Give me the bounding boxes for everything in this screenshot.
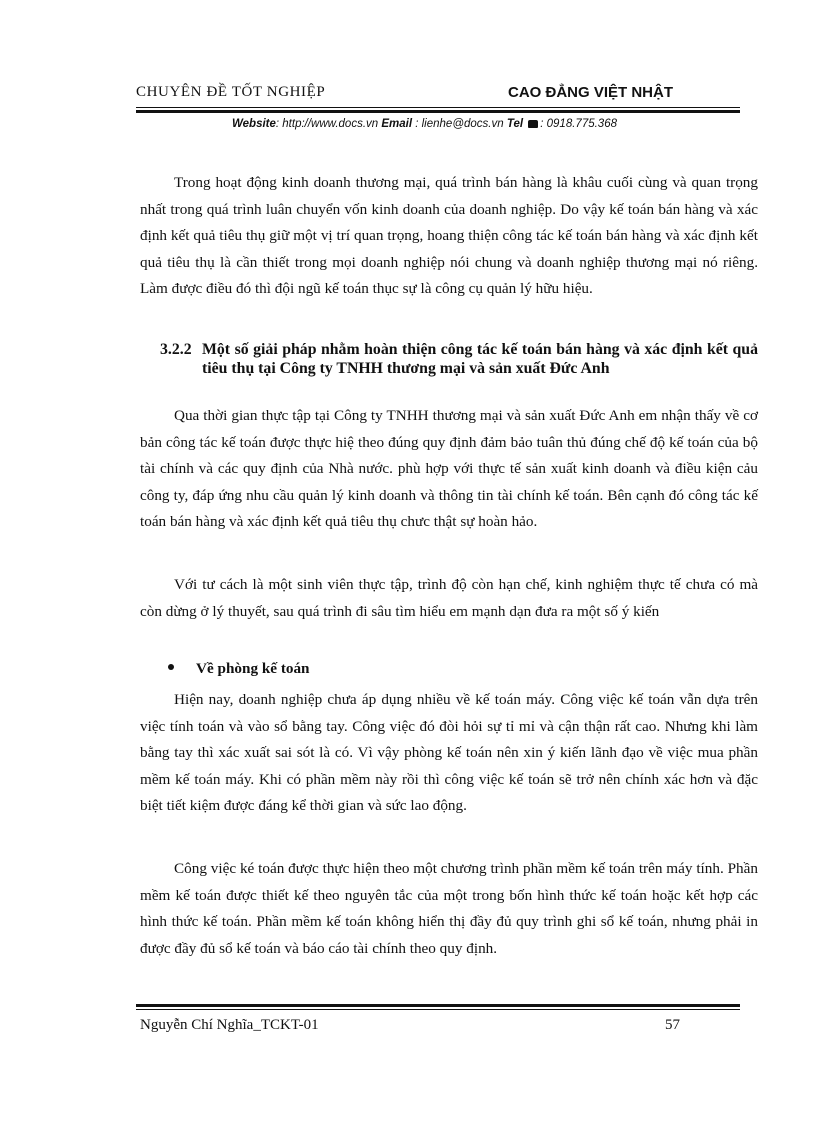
page-number: 57 [665, 1017, 680, 1033]
bullet-dot-icon [168, 664, 174, 670]
website-label: Website [232, 118, 276, 130]
header-rule-thin [136, 107, 740, 108]
tel-value: : 0918.775.368 [540, 118, 617, 130]
website-value: : http://www.docs.vn [275, 118, 379, 130]
email-label: Email [381, 118, 413, 130]
section-number: 3.2.2 [160, 341, 192, 358]
footer-rule-thick [136, 1004, 740, 1007]
contact-line [232, 118, 617, 130]
bullet-heading [168, 660, 310, 678]
email-value: : lienhe@docs.vn [412, 118, 504, 130]
footer-author: Nguyễn Chí Nghĩa_TCKT-01 [140, 1017, 319, 1033]
footer-rule-thin [136, 1009, 740, 1010]
paragraph-observation: Qua thời gian thực tập tại Công ty TNHH thương mại và sản xuất Đức Anh em nhận thấy về cơ bản công tác kế toán được thực hiệ theo đúng quy định đảm bảo tuân thủ đúng chế độ kế toán của bộ tài chính và các quy định của Nhà nước. phù hợp với thực tế sản xuất kinh doanh và điều kiện cảu công ty, đáp ứng nhu cầu quản lý kinh doanh và thông tin tài chính kế toán. Bên cạnh đó công tác kế toán bán hàng và xác định kết quả tiêu thụ chưc thật sự hoàn hảo. [140, 407, 758, 530]
paragraph-opinion: Với tư cách là một sinh viên thực tập, trình độ còn hạn chế, kinh nghiệm thực tế chưa có mà còn dừng ở lý thuyết, sau quá trình đi sâu tìm hiểu em mạnh dạn đưa ra một số ý kiến [140, 576, 758, 620]
section-title: Một số giải pháp nhằm hoàn thiện công tác kế toán bán hàng và xác định kết quả tiêu thụ tại Công ty TNHH thương mại và sản xuất Đức Anh [202, 341, 758, 377]
paragraph-intro: Trong hoạt động kinh doanh thương mại, quá trình bán hàng là khâu cuối cùng và quan trọng nhất trong quá trình luân chuyển vốn kinh doanh của doanh nghiệp. Do vậy kế toán bán hàng và xác định kết quả tiêu thụ giữ một vị trí quan trọng, hoang thiện công tác kế toán bán hàng và xác định kết quả tiêu thụ là cần thiết trong mọi doanh nghiệp nói chung và doanh nghiệp thương mại nó riêng. Làm được điều đó thì đội ngũ kế toán thục sự là công cụ quản lý hữu hiệu. [140, 174, 758, 297]
header-thesis-title: CHUYÊN ĐỀ TỐT NGHIỆP [136, 84, 326, 100]
bullet-heading-text: Về phòng kế toán [196, 660, 310, 677]
header-school-name: CAO ĐẲNG VIỆT NHẬT [508, 84, 673, 101]
paragraph-accounting-software: Hiện nay, doanh nghiệp chưa áp dụng nhiều về kế toán máy. Công việc kế toán vẫn dựa trên việc tính toán và vào sổ bằng tay. Công việc đó đòi hỏi sự tỉ mỉ và cận thận rất cao. Nhưng khi làm bằng tay thì xác xuất sai sót là có. Vì vậy phòng kế toán nên xin ý kiến lãnh đạo về việc mua phần mềm kế toán máy. Khi có phần mềm này rồi thì công việc kế toán sẽ trở nên chính xác hơn và đặc biệt tiết kiệm được đáng kể thời gian và sức lao động. [140, 691, 758, 814]
paragraph-software-process: Công việc ké toán được thực hiện theo một chương trình phần mềm kế toán trên máy tính. Phần mềm kế toán được thiết kế theo nguyên tắc của một trong bốn hình thức kế toán hoặc kết hợp các hình thức kế toán. Phần mềm kế toán không hiển thị đầy đủ quy trình ghi sổ kế toán, nhưng phải in được đầy đủ sổ kế toán và báo cáo tài chính theo quy định. [140, 860, 758, 957]
page-header [136, 84, 740, 104]
tel-label: Tel [506, 118, 524, 130]
phone-icon [528, 120, 538, 128]
header-rule-thick [136, 110, 740, 113]
